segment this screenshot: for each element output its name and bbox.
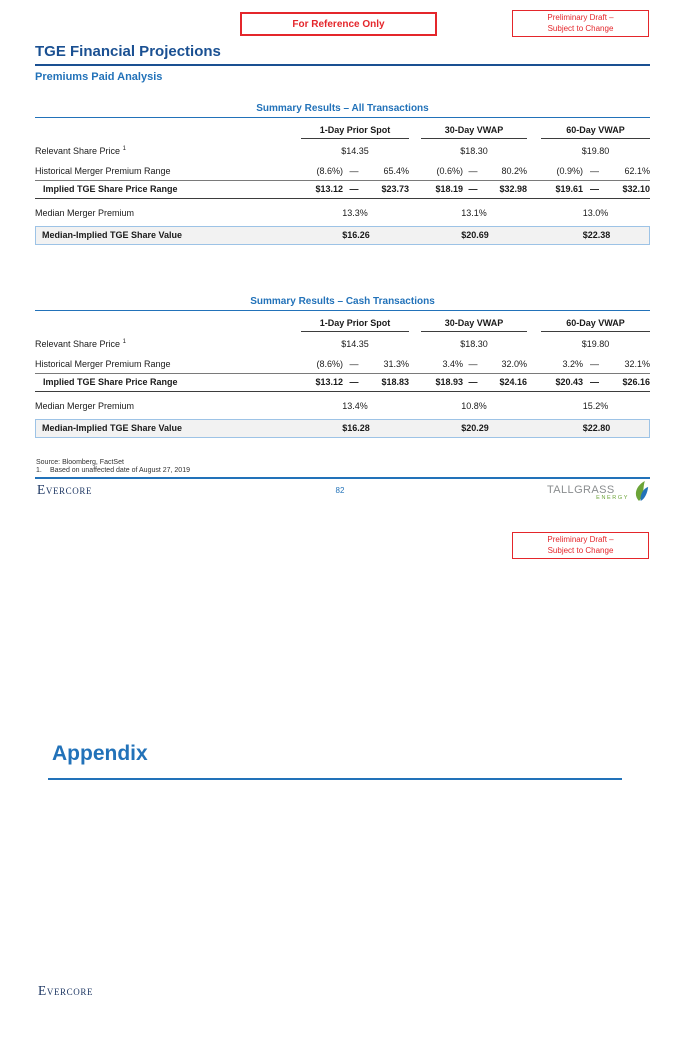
summary-table-cash-transactions: [35, 296, 650, 438]
appendix-title: Appendix: [52, 742, 148, 765]
cell-value: $14.35: [341, 146, 369, 156]
source-note: Source: Bloomberg, FactSet: [36, 459, 124, 466]
table-row-share-price: [35, 332, 650, 355]
summary-table-all-transactions: [35, 103, 650, 245]
table-row-premium-range: [35, 355, 650, 374]
row-label: Implied TGE Share Price Range: [43, 184, 178, 194]
table-row-share-price: [35, 139, 650, 162]
footnote-number: 1.: [36, 467, 42, 475]
cell-value: $19.80: [581, 146, 610, 156]
table-header-row: [35, 125, 650, 139]
row-label: Median Merger Premium: [35, 401, 135, 411]
row-label: Median-Implied TGE Share Value: [42, 230, 183, 240]
cell-value: $14.35: [341, 339, 369, 349]
row-label: Implied TGE Share Price Range: [43, 377, 178, 387]
cell-value: $16.28: [342, 423, 370, 433]
cell-value: $22.38: [582, 230, 611, 240]
column-header-30day: 30-Day VWAP: [421, 318, 527, 332]
cell-value: 13.0%: [582, 208, 609, 218]
table-row-implied-range: [35, 374, 650, 392]
cell-range: (0.6%) — 80.2%: [436, 166, 527, 176]
table-title: Summary Results – Cash Transactions: [35, 296, 650, 311]
table-row-median-premium: [35, 199, 650, 226]
row-label: Relevant Share Price $^1$: [35, 146, 126, 156]
table-row-median-implied-value: [35, 226, 650, 245]
preliminary-draft-line2: Subject to Change: [547, 23, 614, 33]
cell-range: (8.6%) — 65.4%: [316, 166, 409, 176]
table-header-row: [35, 318, 650, 332]
preliminary-draft-line2: Subject to Change: [547, 545, 614, 555]
row-label: Median-Implied TGE Share Value: [42, 423, 183, 433]
table-row-median-premium: [35, 392, 650, 419]
cell-range: $13.12 — $18.83: [315, 377, 409, 387]
row-label: Historical Merger Premium Range: [35, 166, 171, 176]
table-row-median-implied-value: [35, 419, 650, 438]
cell-range: (8.6%) — 31.3%: [316, 359, 409, 369]
cell-value: 15.2%: [582, 401, 609, 411]
table-row-implied-range: [35, 181, 650, 199]
cell-value: 10.8%: [461, 401, 487, 411]
preliminary-draft-banner: [512, 10, 649, 37]
cell-value: $22.80: [582, 423, 611, 433]
cell-range: $19.61 — $32.10: [555, 184, 650, 194]
preliminary-draft-line1: Preliminary Draft –: [547, 12, 614, 22]
footnote-text: Based on unaffected date of August 27, 2019: [50, 467, 190, 475]
cell-value: 13.1%: [461, 208, 487, 218]
section-subtitle: Premiums Paid Analysis: [35, 71, 163, 83]
tallgrass-energy-logo: [547, 484, 647, 508]
page-number: 82: [335, 486, 345, 495]
cell-range: $20.43 — $26.16: [555, 377, 650, 387]
column-header-60day: 60-Day VWAP: [541, 125, 650, 139]
cell-value: 13.3%: [342, 208, 368, 218]
appendix-divider: [48, 778, 622, 780]
cell-range: (0.9%) — 62.1%: [556, 166, 650, 176]
cell-range: 3.4% — 32.0%: [442, 359, 527, 369]
cell-range: $18.19 — $32.98: [435, 184, 527, 194]
cell-value: $18.30: [460, 339, 488, 349]
table-row-premium-range: [35, 162, 650, 181]
cell-value: $20.69: [461, 230, 489, 240]
footnotes: [36, 459, 190, 476]
column-header-60day: 60-Day VWAP: [541, 318, 650, 332]
footer-divider: [35, 477, 650, 479]
column-header-1day: 1-Day Prior Spot: [301, 125, 409, 139]
cell-value: $19.80: [581, 339, 610, 349]
page-title: TGE Financial Projections: [35, 43, 221, 60]
table-title: Summary Results – All Transactions: [35, 103, 650, 118]
tallgrass-wordmark: TALLGRASS: [547, 484, 615, 496]
row-label: Historical Merger Premium Range: [35, 359, 171, 369]
preliminary-draft-banner: [512, 532, 649, 559]
column-header-1day: 1-Day Prior Spot: [301, 318, 409, 332]
preliminary-draft-line1: Preliminary Draft –: [547, 534, 614, 544]
row-label: Relevant Share Price $^1$: [35, 339, 126, 349]
cell-range: 3.2% — 32.1%: [562, 359, 650, 369]
cell-value: $20.29: [461, 423, 489, 433]
cell-range: $13.12 — $23.73: [315, 184, 409, 194]
footnote-ref: 1: [122, 339, 126, 345]
title-divider: [35, 64, 650, 66]
row-label: Median Merger Premium: [35, 208, 135, 218]
for-reference-only-label: For Reference Only: [292, 18, 385, 30]
tallgrass-energy-label: ENERGY: [596, 495, 629, 501]
evercore-logo: Evercore: [37, 482, 93, 497]
cell-range: $18.93 — $24.16: [435, 377, 527, 387]
evercore-logo: Evercore: [38, 983, 94, 998]
for-reference-only-banner: [240, 12, 437, 36]
cell-value: $16.26: [342, 230, 370, 240]
cell-value: $18.30: [460, 146, 488, 156]
footnote-ref: 1: [122, 146, 126, 152]
footnote-1: [36, 467, 190, 475]
column-header-30day: 30-Day VWAP: [421, 125, 527, 139]
tallgrass-leaf-icon: [629, 479, 649, 503]
cell-value: 13.4%: [342, 401, 368, 411]
